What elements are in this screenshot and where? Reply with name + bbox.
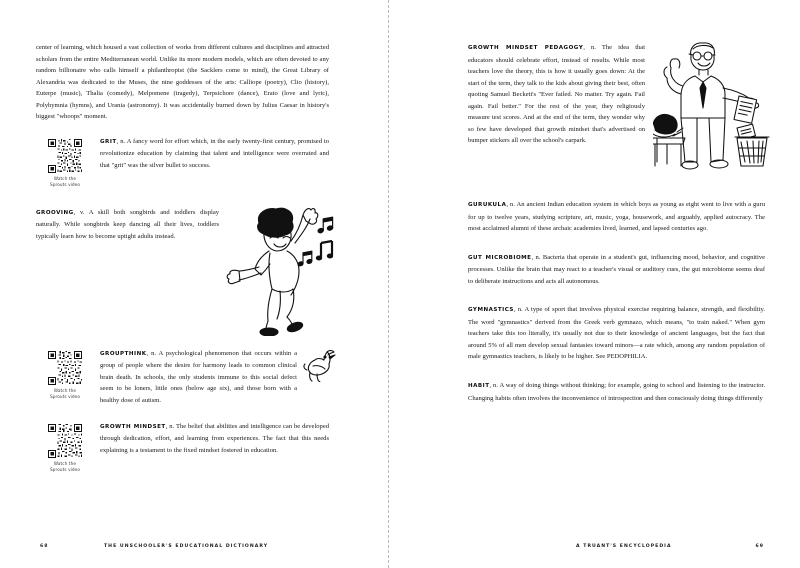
pos-habit: n.: [493, 382, 498, 390]
dancing-boy-illustration: [225, 201, 335, 336]
entry-gut-microbiome-definition-paragraph: [468, 252, 765, 288]
headword-gurukula: GURUKULA: [468, 202, 507, 208]
pos-gurukula: n.: [509, 201, 515, 208]
qr-caption-growth-mindset: [42, 461, 88, 473]
qr-caption-grit: [42, 176, 88, 188]
entry-growth-mindset: [36, 421, 329, 481]
gymnastics-pos-prefix: ,: [513, 306, 518, 314]
gurukula-pos-prefix: ,: [506, 201, 510, 208]
left-running-head: THE UNSCHOOLER'S EDUCATIONAL DICTIONARY: [104, 544, 269, 549]
pos-grooving: v.: [79, 208, 85, 216]
definition-grit: A fancy word for effort which, in the early twenty-first century, promised to revolutionize education by claiming that talent and intelligence were overrated and that "grit" was the silver bullet to success.: [100, 137, 329, 169]
definition-groupthink: A psychological phenomenon that occurs within a group of people where the desire for harmony leads to common clinical brain death. In schools, the only students immune to this social defect seem to be loners, little ones (below age six), and those born with a healthy dose of autism.: [100, 349, 297, 405]
pos-gut-microbiome: n.: [535, 253, 541, 261]
headword-grooving: GROOVING: [36, 209, 74, 216]
right-page-text-column: [468, 42, 765, 512]
entry-habit-definition-paragraph: [468, 380, 765, 404]
growth-mindset-pos-prefix: ,: [165, 422, 170, 430]
definition-growth-mindset: The belief that abilities and intelligence can be developed through dedication, effort, and learning from experiences. The fact that this needs explaining is a testament to the fixed mindset fostered in education.: [100, 422, 329, 454]
singing-bird-illustration: [303, 346, 339, 382]
headword-growth-mindset-pedagogy: GROWTH MINDSET PEDAGOGY: [468, 45, 584, 51]
headword-gut-microbiome: GUT MICROBIOME: [468, 254, 532, 261]
left-page-number: 68: [40, 544, 49, 549]
entry-gurukula-definition-paragraph: [468, 199, 765, 235]
right-page: [400, 0, 800, 568]
definition-growth-mindset-pedagogy: The idea that educators should celebrate effort, instead of results. While most teachers love the theory, this is how it usually goes down: At the start of the term, they talk to the kids about giving their best, often quoting Samuel Beckett's "Ever failed. No matter. Try again. Fail again. Fail better." For the rest of the year, they religiously measure test scores. And at the end of the term, they wonder why so few have developed that growth mindset that's advertised on bumper stickers all over the school's carpark.: [468, 44, 646, 145]
pos-growth-mindset: n.: [169, 422, 175, 430]
qr-code-icon[interactable]: [48, 351, 82, 385]
headword-grit: GRIT: [100, 138, 117, 145]
entry-groupthink-definition-paragraph: [100, 348, 329, 407]
definition-gut-microbiome: Bacteria that operate in a student's gut, influencing mood, behavior, and cognitive processes. Unlike the brain that may react to a teacher's visual or auditory cues, the gut microbiome seems deaf to deliberate instructions and acts all autonomous.: [468, 253, 766, 285]
qr-caption-line1: Watch the: [53, 387, 77, 393]
entry-growth-mindset-pedagogy: [468, 42, 765, 177]
definition-gurukula: An ancient Indian education system in which boys as young as eight went to live with a guru for up to twelve years, studying scripture, art, music, yoga, housework, and arguably, applied autocracy. The most acclaimed alumni of these archaic academies lived, learned, and lapsed centuries ago.: [468, 201, 765, 233]
grooving-pos-prefix: ,: [73, 208, 80, 216]
headword-growth-mindset: GROWTH MINDSET: [100, 423, 166, 430]
grit-pos-prefix: ,: [116, 137, 121, 145]
qr-caption-line2: Sprouts video: [49, 393, 81, 399]
entry-growth-mindset-text: [100, 421, 329, 457]
left-page-text-column: [36, 42, 329, 512]
teacher-discarding-papers-illustration: [653, 38, 773, 173]
qr-caption-line1: Watch the: [53, 460, 77, 466]
entry-gymnastics-definition-paragraph: [468, 304, 765, 363]
qr-block-growth-mindset[interactable]: [42, 424, 88, 473]
definition-gymnastics: A type of sport that involves physical exercise requiring balance, strength, and flexibility. The word "gymnastics" derived from the Greek verb gymnazo, which means, "to train naked." When gym teachers take this too literally, it's usually not due to their knowledge of ancient languages, but the fact that around 5% of all men develop sexual fantasies toward minors—a rate which, among any random population of male gymnastics teachers, is likely to be higher. See PEDOPHILIA.: [468, 306, 765, 361]
definition-habit: A way of doing things without thinking; for example, going to school and listening to the instructor. Changing habits often involves the inconvenience of introspection and then consciously doing things differently: [468, 382, 765, 402]
groupthink-pos-prefix: ,: [146, 349, 152, 357]
qr-block-grit[interactable]: [42, 139, 88, 188]
pos-growth-mindset-pedagogy: n.: [591, 44, 596, 51]
headword-groupthink: GROUPTHINK: [100, 350, 147, 357]
entry-grit-text: [100, 136, 329, 172]
gut-microbiome-pos-prefix: ,: [531, 253, 536, 261]
headword-gymnastics: GYMNASTICS: [468, 307, 514, 314]
definition-grooving: A skill both songbirds and toddlers display naturally. While songbirds keep dancing all their lives, toddlers typically learn how to become uptight adults instead.: [36, 208, 219, 240]
pos-grit: n.: [120, 137, 126, 145]
continued-paragraph: center of learning, which housed a vast collection of works from different cultures and disciplines and attracted scholars from the entire Mediterranean world. Unlike its more modern models, which are often devoted to any random billionaire who calls himself a philanthropist (the Sacklers come to mind), the Great Library of Alexandria was dedicated to the Muses, the nine goddesses of the arts: Calliope (poetry), Clio (history), Euterpe (music), Thalia (comedy), Melpomene (tragedy), Terpsichore (dance), Erato (love and lyric), Polyhymnia (hymns), and Urania (astronomy). It was accidentally burned down by Julius Caesar in history's biggest "whoops" moment.: [36, 44, 329, 121]
entry-groupthink-text: [100, 348, 329, 407]
qr-block-groupthink[interactable]: [42, 351, 88, 400]
qr-code-icon[interactable]: [48, 139, 82, 173]
entry-grit-definition-paragraph: [100, 136, 329, 172]
entry-growth-mindset-definition-paragraph: [100, 421, 329, 457]
right-page-number: 69: [755, 544, 764, 549]
qr-caption-groupthink: [42, 388, 88, 400]
habit-pos-prefix: ,: [489, 382, 494, 390]
qr-caption-line1: Watch the: [53, 175, 77, 181]
pos-gymnastics: n.: [517, 306, 523, 314]
entry-grit: [36, 136, 329, 196]
entry-grooving: [36, 207, 329, 336]
gmp-pos-prefix: ,: [583, 44, 591, 51]
pos-groupthink: n.: [151, 349, 156, 357]
entry-groupthink: [36, 348, 329, 408]
qr-code-icon[interactable]: [48, 424, 82, 458]
qr-caption-line2: Sprouts video: [49, 466, 81, 472]
headword-habit: HABIT: [468, 383, 490, 390]
page-gutter-divider: [388, 0, 389, 568]
right-running-head: A TRUANT'S ENCYCLOPEDIA: [576, 544, 672, 549]
qr-caption-line2: Sprouts video: [49, 181, 81, 187]
